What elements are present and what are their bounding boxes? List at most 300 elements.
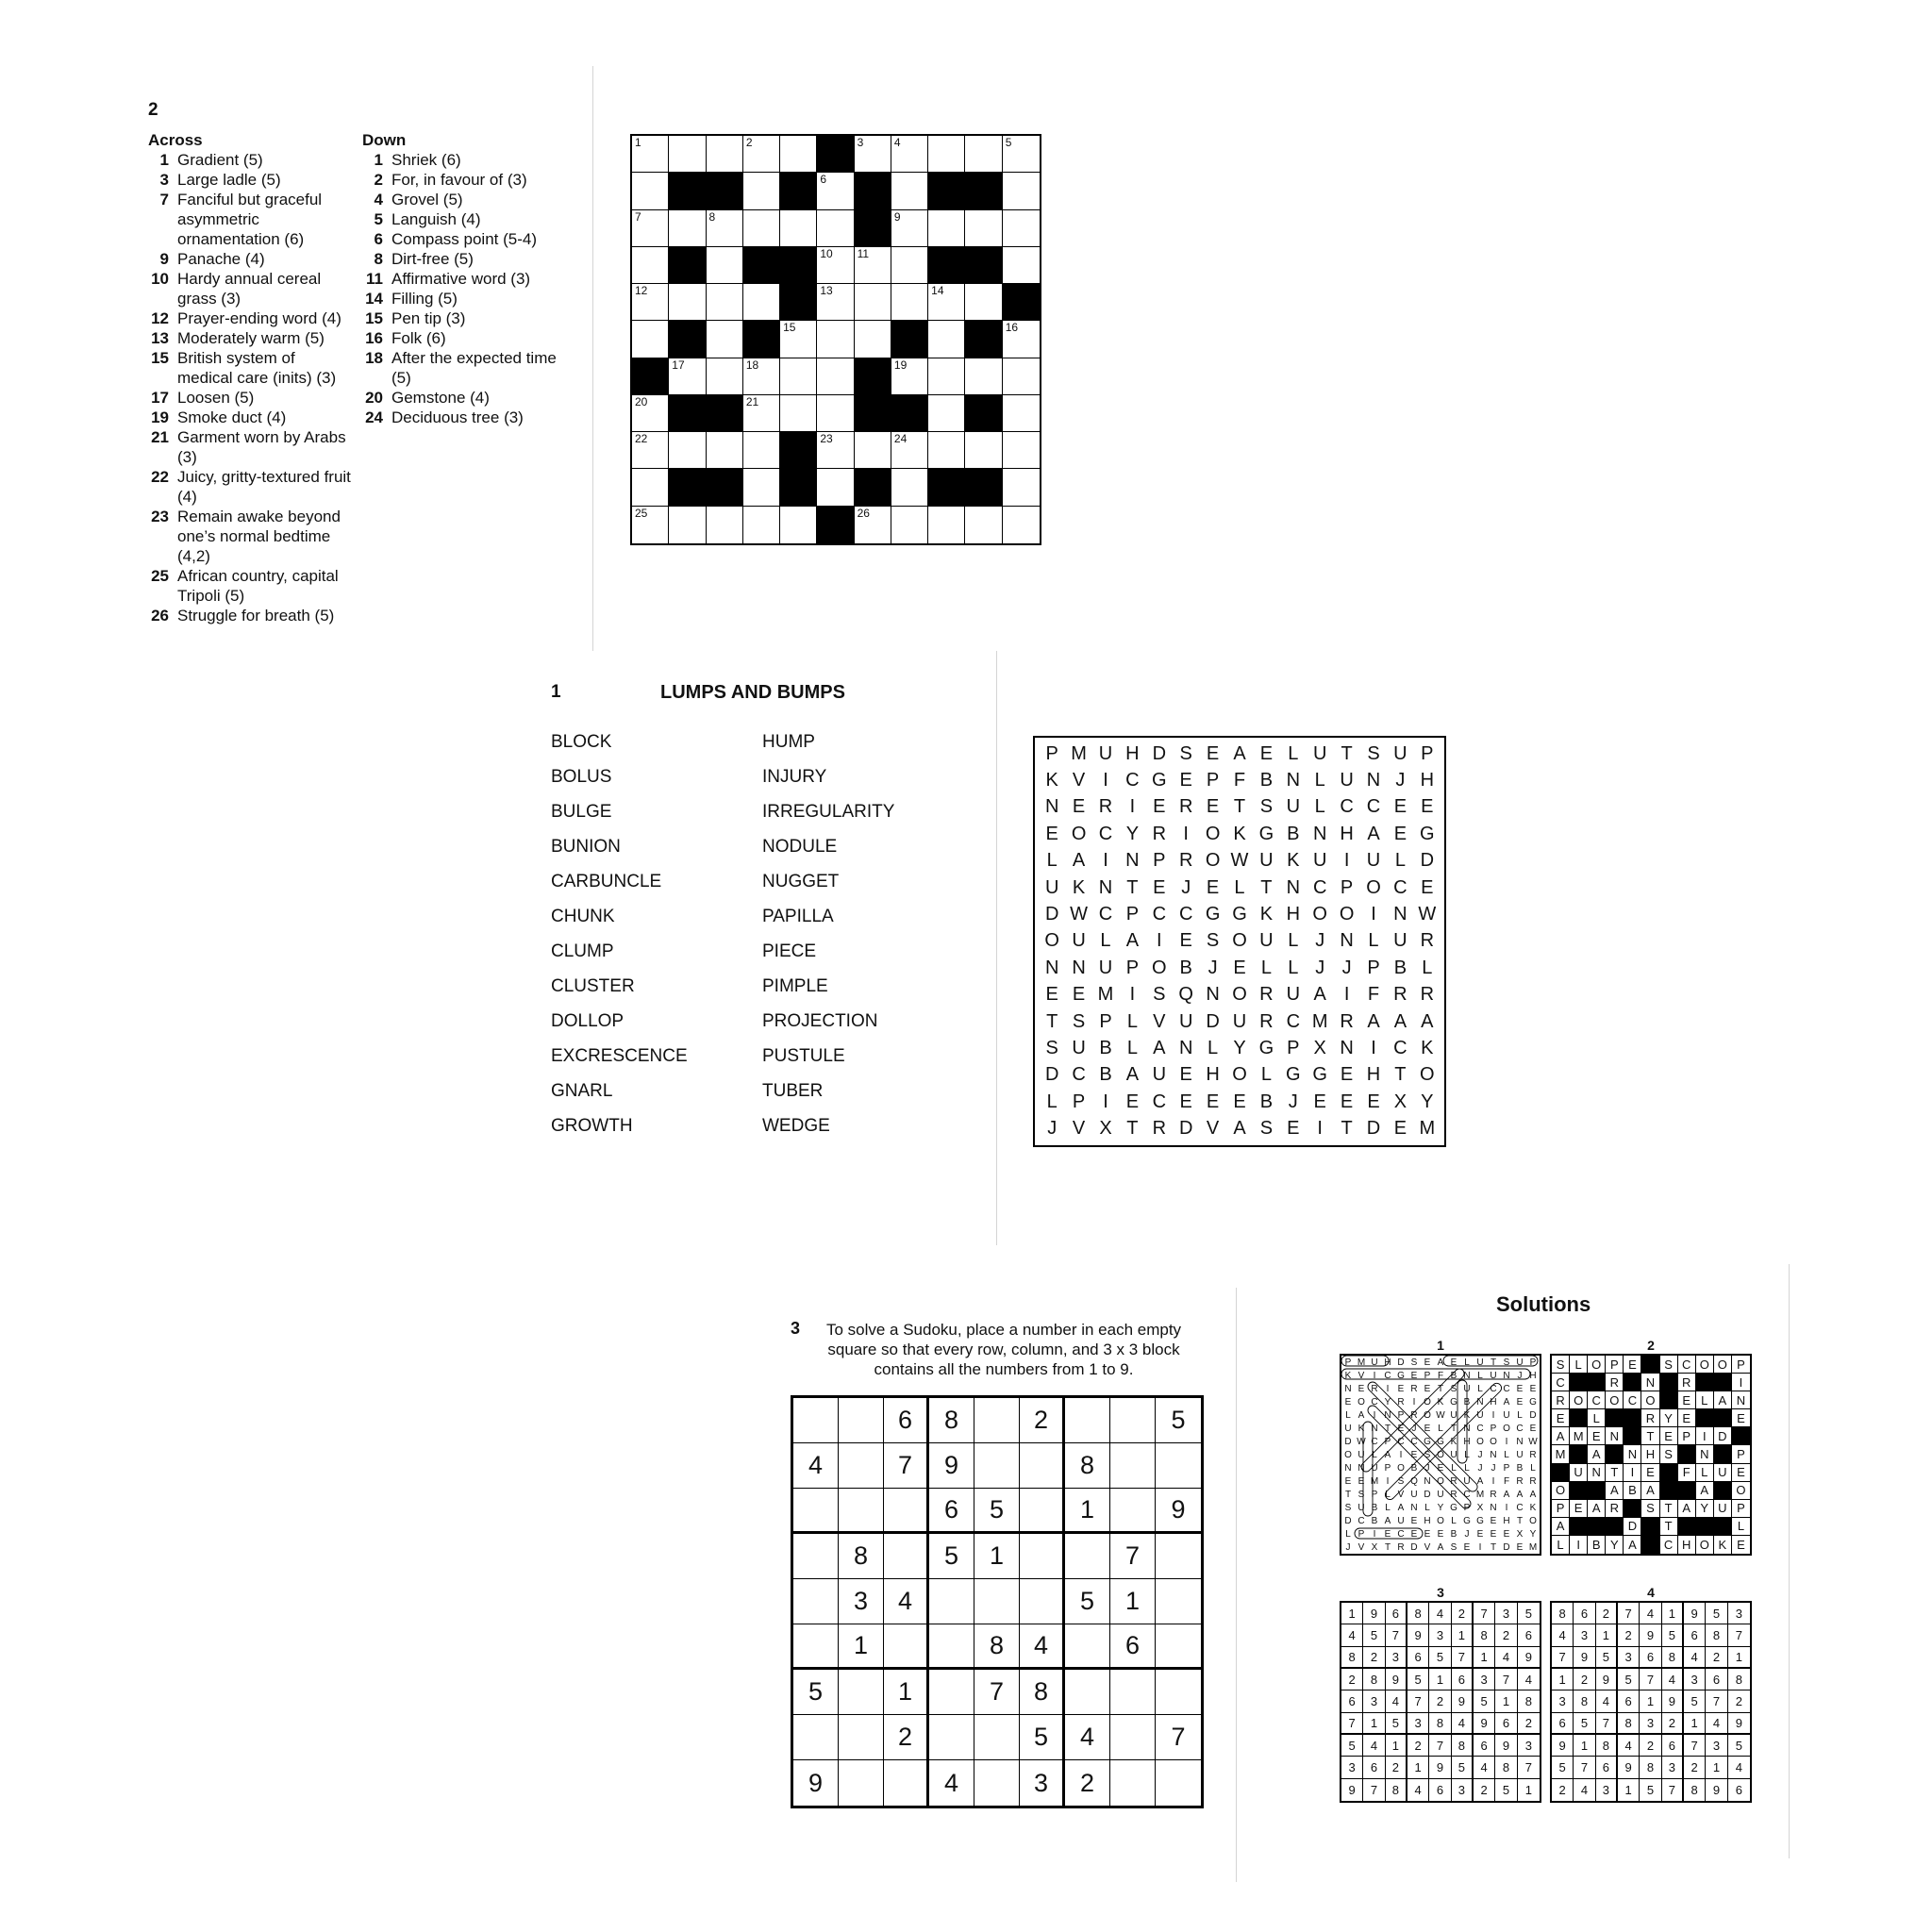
crossword-cell[interactable] [855,284,891,321]
sudoku-empty-cell[interactable] [1065,1670,1110,1715]
crossword-cell[interactable] [928,210,965,247]
solution-crossword-letter: F [1678,1464,1696,1482]
solution-wordsearch-letter: E [1397,1423,1405,1434]
sudoku-empty-cell[interactable] [884,1534,929,1579]
solution-sudoku-digit: 2 [1618,1624,1640,1646]
sudoku-empty-cell[interactable] [1110,1670,1156,1715]
crossword-cell[interactable] [965,432,1002,469]
wordsearch-letter: L [1208,1038,1219,1059]
wordsearch-letter: J [1208,957,1218,978]
sudoku-empty-cell[interactable] [884,1624,929,1670]
crossword-cell[interactable] [743,358,780,395]
solution-wordsearch-letter: F [1503,1475,1510,1487]
crossword-cell[interactable] [707,358,743,395]
across-heading: Across [148,131,203,149]
sudoku-empty-cell[interactable] [929,1624,974,1670]
solution-wordsearch-letter: U [1397,1515,1405,1526]
crossword-cell[interactable] [780,358,817,395]
crossword-cell[interactable] [743,395,780,432]
solution-wordsearch-letter: C [1397,1436,1405,1447]
solution-sudoku-digit: 2 [1429,1690,1451,1712]
solution-wordsearch-letter: V [1397,1489,1405,1500]
wordsearch-letter: S [1072,1010,1086,1032]
solution-wordsearch-letter: N [1344,1462,1352,1474]
crossword-cell[interactable] [817,432,854,469]
solution-crossword-letter: N [1641,1374,1659,1391]
sudoku-empty-cell[interactable] [793,1398,839,1443]
solution-sudoku-digit: 8 [1452,1735,1474,1757]
solution-crossword-letter: I [1570,1536,1588,1554]
sudoku-empty-cell[interactable] [1156,1534,1201,1579]
sudoku-empty-cell[interactable] [1156,1443,1201,1489]
sudoku-empty-cell[interactable] [839,1670,884,1715]
crossword-cell[interactable] [817,469,854,506]
crossword-cell[interactable] [780,321,817,358]
wordsearch-letter: N [1366,770,1381,791]
solution-sudoku-digit: 5 [1662,1624,1684,1646]
solution-wordsearch-letter: K [1529,1502,1537,1513]
crossword-cell[interactable] [669,432,706,469]
solution-crossword-letter: R [1552,1391,1570,1409]
sudoku-empty-cell[interactable] [884,1760,929,1806]
across-clue [148,566,352,606]
sudoku-empty-cell[interactable] [884,1489,929,1534]
sudoku-empty-cell[interactable] [1065,1534,1110,1579]
solution-wordsearch-letter: L [1424,1502,1430,1513]
sudoku-empty-cell[interactable] [793,1579,839,1624]
sudoku-empty-cell[interactable] [839,1443,884,1489]
solution-sudoku-digit: 7 [1386,1624,1407,1646]
wordsearch-letter: U [1072,1038,1086,1059]
crossword-grid[interactable] [630,134,1041,545]
wordsearch-letter: Y [1125,823,1140,844]
solution-crossword-letter: E [1624,1356,1641,1374]
solution-black-square [1678,1482,1696,1500]
sudoku-empty-cell[interactable] [793,1624,839,1670]
crossword-cell[interactable] [891,210,928,247]
crossword-cell[interactable] [1003,247,1040,284]
sudoku-given-cell: 1 [1065,1489,1110,1534]
solution-sudoku-digit: 6 [1363,1757,1385,1778]
solution-sudoku-digit: 7 [1706,1690,1727,1712]
crossword-black-square [928,173,965,209]
word-item: PIECE [762,941,817,961]
crossword-cell[interactable] [632,432,669,469]
crossword-cell[interactable] [707,136,743,173]
solution-crossword-letter: M [1552,1445,1570,1463]
solution-wordsearch-letter: E [1357,1475,1365,1487]
solution-crossword-letter: A [1641,1482,1659,1500]
solution-crossword-letter: P [1732,1356,1750,1374]
crossword-cell[interactable] [780,507,817,543]
crossword-cell[interactable] [632,247,669,284]
crossword-cell[interactable] [743,469,780,506]
crossword-cell[interactable] [743,136,780,173]
solution-wordsearch-letter: T [1344,1489,1352,1500]
solution-black-square [1696,1374,1714,1391]
crossword-cell[interactable] [632,284,669,321]
solution-crossword-letter: L [1552,1536,1570,1554]
crossword-cell[interactable] [707,284,743,321]
wordsearch-letter: G [1420,823,1435,844]
sudoku-empty-cell[interactable] [1065,1624,1110,1670]
solution-wordsearch-letter: N [1476,1396,1484,1407]
crossword-cell[interactable] [965,136,1002,173]
sudoku-empty-cell[interactable] [1065,1398,1110,1443]
solution-sudoku-digit: 7 [1407,1690,1429,1712]
crossword-cell[interactable] [780,395,817,432]
sudoku-empty-cell[interactable] [1020,1579,1065,1624]
crossword-cell[interactable] [669,358,706,395]
sudoku-empty-cell[interactable] [1110,1398,1156,1443]
divider-middle [996,651,997,1245]
wordsearch-letter: O [1071,823,1087,844]
sudoku-empty-cell[interactable] [839,1398,884,1443]
solution-sudoku-digit: 4 [1495,1647,1517,1669]
clue-text: Filling (5) [391,290,458,308]
solution-crossword-letter: O [1570,1391,1588,1409]
sudoku-empty-cell[interactable] [1020,1443,1065,1489]
sudoku-empty-cell[interactable] [1156,1624,1201,1670]
crossword-cell[interactable] [891,247,928,284]
solution-wordsearch-letter: U [1476,1357,1484,1368]
wordsearch-grid[interactable] [1033,736,1446,1147]
sudoku-empty-cell[interactable] [839,1760,884,1806]
solution-wordsearch-letter: N [1357,1462,1365,1474]
sudoku-given-cell: 7 [884,1443,929,1489]
sudoku-empty-cell[interactable] [974,1579,1020,1624]
solution-sudoku-digit: 8 [1341,1647,1363,1669]
crossword-cell[interactable] [855,247,891,284]
crossword-cell[interactable] [855,432,891,469]
wordsearch-letter: H [1286,904,1301,925]
clue-text: Juicy, gritty-textured fruit (4) [177,468,351,506]
sudoku-given-cell: 7 [974,1670,1020,1715]
solution-sudoku-digit: 7 [1640,1669,1661,1690]
wordsearch-letter: E [1179,770,1192,791]
wordsearch-letter: N [1044,957,1059,978]
crossword-cell[interactable] [632,136,669,173]
solution-sudoku-digit: 1 [1474,1647,1495,1669]
crossword-cell[interactable] [891,284,928,321]
solution-crossword-letter: B [1624,1482,1641,1500]
solution-sudoku-digit: 5 [1574,1713,1595,1735]
sudoku-empty-cell[interactable] [1156,1760,1201,1806]
crossword-cell[interactable] [891,469,928,506]
crossword-cell[interactable] [817,210,854,247]
solution-wordsearch-letter: L [1372,1449,1377,1460]
crossword-cell[interactable] [928,432,965,469]
word-item: CARBUNCLE [551,872,662,891]
solution-crossword-letter: O [1588,1356,1606,1374]
solution-sudoku-digit: 8 [1495,1757,1517,1778]
solution-wordsearch-letter: D [1344,1515,1352,1526]
solution-black-square [1624,1374,1641,1391]
solution-wordsearch-letter: B [1516,1462,1524,1474]
crossword-cell[interactable] [965,210,1002,247]
sudoku-given-cell: 6 [884,1398,929,1443]
crossword-cell[interactable] [1003,469,1040,506]
solution-sudoku-digit: 3 [1728,1603,1750,1624]
crossword-cell[interactable] [707,247,743,284]
crossword-cell[interactable] [817,173,854,209]
solution-wordsearch-letter: W [1357,1436,1366,1447]
solution-wordsearch-letter: E [1344,1475,1352,1487]
crossword-cell[interactable] [632,469,669,506]
solution-crossword-letter: C [1678,1356,1696,1374]
crossword-cell[interactable] [891,358,928,395]
solution-sudoku-digit: 7 [1341,1713,1363,1735]
crossword-cell[interactable] [707,210,743,247]
crossword-cell[interactable] [743,284,780,321]
clue-text: Deciduous tree (3) [391,408,524,426]
solution-crossword-letter: T [1660,1518,1678,1536]
wordsearch-letter: S [1153,984,1166,1006]
sudoku-empty-cell[interactable] [929,1715,974,1760]
sudoku-empty-cell[interactable] [929,1670,974,1715]
solution-sudoku-digit: 4 [1386,1690,1407,1712]
crossword-cell[interactable] [965,507,1002,543]
wordsearch-letter: E [1072,796,1086,818]
crossword-cell[interactable] [669,210,706,247]
crossword-black-square [855,173,891,209]
crossword-cell[interactable] [817,395,854,432]
solution-sudoku-digit: 6 [1429,1779,1451,1801]
crossword-cell[interactable] [743,507,780,543]
sudoku-empty-cell[interactable] [974,1398,1020,1443]
crossword-cell[interactable] [707,507,743,543]
clue-text: Smoke duct (4) [177,408,287,426]
crossword-cell[interactable] [780,210,817,247]
wordsearch-letter: B [1259,770,1274,791]
solution-crossword-letter: M [1570,1427,1588,1445]
crossword-black-square [965,247,1002,284]
crossword-cell[interactable] [891,136,928,173]
crossword-cell[interactable] [1003,321,1040,358]
sudoku-given-cell: 1 [1110,1579,1156,1624]
sudoku-given-cell: 4 [884,1579,929,1624]
wordsearch-letter: E [1045,823,1058,844]
clue-text: African country, capital Tripoli (5) [177,567,339,605]
solution-crossword-letter: U [1714,1500,1732,1518]
sudoku-empty-cell[interactable] [793,1534,839,1579]
crossword-cell[interactable] [1003,358,1040,395]
sudoku-empty-cell[interactable] [1110,1715,1156,1760]
crossword-cell[interactable] [743,432,780,469]
sudoku-given-cell: 5 [1156,1398,1201,1443]
crossword-cell[interactable] [928,395,965,432]
crossword-cell[interactable] [632,507,669,543]
crossword-cell[interactable] [1003,507,1040,543]
wordsearch-letter: I [1103,770,1108,791]
wordsearch-letter: I [1371,1038,1376,1059]
solution-wordsearch-letter: S [1503,1357,1510,1368]
crossword-cell[interactable] [891,507,928,543]
sudoku-empty-cell[interactable] [793,1715,839,1760]
solution-wordsearch-letter: B [1463,1396,1471,1407]
wordsearch-letter: T [1341,1118,1353,1140]
crossword-cell[interactable] [669,136,706,173]
crossword-cell[interactable] [1003,136,1040,173]
sudoku-empty-cell[interactable] [839,1715,884,1760]
crossword-cell[interactable] [632,395,669,432]
wordsearch-letter: N [1125,850,1140,872]
sudoku-empty-cell[interactable] [929,1579,974,1624]
word-item: TUBER [762,1081,824,1101]
solution-crossword-letter: E [1641,1464,1659,1482]
crossword-cell[interactable] [743,210,780,247]
solution-sudoku-digit: 2 [1407,1735,1429,1757]
solution-label-2: 2 [1647,1338,1655,1353]
solution-sudoku-grid-3 [1340,1601,1541,1803]
wordsearch-letter: Y [1233,1038,1246,1059]
crossword-cell[interactable] [707,432,743,469]
wordsearch-letter: E [1340,1091,1354,1112]
solution-sudoku-digit: 6 [1452,1669,1474,1690]
solution-wordsearch-letter: U [1463,1383,1471,1394]
solution-crossword-letter: P [1606,1356,1624,1374]
clue-text: Prayer-ending word (4) [177,309,341,327]
wordsearch-letter: R [1178,850,1193,872]
sudoku-empty-cell[interactable] [974,1760,1020,1806]
crossword-cell[interactable] [743,173,780,209]
crossword-cell[interactable] [632,210,669,247]
sudoku-empty-cell[interactable] [1020,1534,1065,1579]
crossword-cell[interactable] [965,358,1002,395]
solution-sudoku-digit: 6 [1341,1690,1363,1712]
crossword-cell[interactable] [855,136,891,173]
wordsearch-letter: Q [1178,984,1193,1006]
solution-wordsearch-letter: P [1344,1357,1352,1368]
crossword-cell[interactable] [965,284,1002,321]
crossword-cell[interactable] [1003,210,1040,247]
solution-wordsearch-letter: T [1450,1423,1457,1434]
crossword-cell[interactable] [632,321,669,358]
wordsearch-letter: L [1260,1064,1272,1086]
sudoku-empty-cell[interactable] [974,1715,1020,1760]
crossword-cell[interactable] [891,173,928,209]
solution-black-square [1570,1374,1588,1391]
crossword-cell[interactable] [817,358,854,395]
sudoku-empty-cell[interactable] [1156,1579,1201,1624]
wordsearch-letter: P [1367,957,1380,978]
solution-wordsearch-letter: R [1397,1396,1405,1407]
solution-wordsearch-letter: G [1397,1370,1405,1381]
solution-wordsearch-letter: A [1357,1409,1365,1421]
solution-crossword-letter: A [1624,1536,1641,1554]
solution-wordsearch-letter: O [1424,1396,1431,1407]
crossword-black-square [669,469,706,506]
solution-wordsearch-letter: K [1344,1370,1352,1381]
solution-wordsearch-letter: C [1371,1396,1378,1407]
crossword-cell[interactable] [928,321,965,358]
solution-wordsearch-letter: I [1386,1475,1390,1487]
crossword-cell[interactable] [1003,432,1040,469]
crossword-cell[interactable] [707,321,743,358]
solution-crossword-letter: E [1732,1409,1750,1427]
solution-sudoku-grid-4 [1550,1601,1752,1803]
solution-sudoku-digit: 3 [1662,1757,1684,1778]
wordsearch-letter: R [1178,796,1193,818]
sudoku-empty-cell[interactable] [1020,1489,1065,1534]
solution-sudoku-digit: 7 [1662,1779,1684,1801]
wordsearch-letter: U [1178,1010,1193,1032]
crossword-cell[interactable] [855,321,891,358]
sudoku-empty-cell[interactable] [1156,1670,1201,1715]
sudoku-empty-cell[interactable] [793,1489,839,1534]
crossword-cell[interactable] [817,321,854,358]
crossword-cell[interactable] [928,358,965,395]
sudoku-empty-cell[interactable] [839,1489,884,1534]
sudoku-empty-cell[interactable] [1110,1489,1156,1534]
crossword-cell[interactable] [817,247,854,284]
sudoku-empty-cell[interactable] [1110,1760,1156,1806]
solution-black-square [1570,1445,1588,1463]
solution-wordsearch-letter: A [1437,1357,1444,1368]
solution-wordsearch-letter: G [1450,1502,1457,1513]
clue-text: Gemstone (4) [391,389,490,407]
crossword-cell[interactable] [891,432,928,469]
crossword-cell[interactable] [1003,173,1040,209]
solution-black-square [1570,1482,1588,1500]
solution-sudoku-digit: 5 [1452,1757,1474,1778]
solution-wordsearch-letter: K [1357,1423,1365,1434]
solution-sudoku-digit: 9 [1596,1669,1618,1690]
solution-black-square [1570,1409,1588,1427]
across-clue [148,348,352,388]
across-clue [148,467,352,507]
wordsearch-letter: P [1125,957,1140,978]
sudoku-empty-cell[interactable] [1110,1443,1156,1489]
wordsearch-letter: M [1311,1010,1328,1032]
wordsearch-letter: P [1099,1010,1112,1032]
solution-sudoku-digit: 9 [1407,1624,1429,1646]
sudoku-given-cell: 2 [1020,1398,1065,1443]
crossword-cell[interactable] [669,507,706,543]
crossword-cell[interactable] [928,507,965,543]
wordsearch-letter: X [1313,1038,1326,1059]
crossword-cell[interactable] [855,507,891,543]
crossword-cell[interactable] [928,136,965,173]
sudoku-empty-cell[interactable] [974,1443,1020,1489]
solution-sudoku-digit: 6 [1640,1647,1661,1669]
wordsearch-letter: D [1366,1118,1381,1140]
sudoku-grid[interactable] [791,1395,1204,1808]
crossword-cell[interactable] [669,284,706,321]
wordsearch-letter: E [1393,796,1407,818]
crossword-cell[interactable] [780,136,817,173]
wordsearch-letter: E [1421,796,1434,818]
clue-number: 13 [151,329,169,347]
crossword-cell[interactable] [1003,395,1040,432]
solution-wordsearch-letter: S [1450,1541,1457,1553]
crossword-cell[interactable] [817,284,854,321]
crossword-cell[interactable] [928,284,965,321]
solution-wordsearch-letter: I [1386,1383,1390,1394]
solution-crossword-letter: E [1660,1427,1678,1445]
crossword-black-square [965,395,1002,432]
solution-black-square [1606,1445,1624,1463]
crossword-cell[interactable] [632,173,669,209]
solution-crossword-letter: L [1588,1409,1606,1427]
word-item: NODULE [762,837,838,857]
wordsearch-letter: X [1099,1118,1112,1140]
crossword-cell-number: 20 [635,394,648,408]
solution-wordsearch-letter: B [1371,1515,1378,1526]
solution-crossword-letter: A [1552,1518,1570,1536]
crossword-black-square [707,469,743,506]
solution-black-square [1696,1409,1714,1427]
